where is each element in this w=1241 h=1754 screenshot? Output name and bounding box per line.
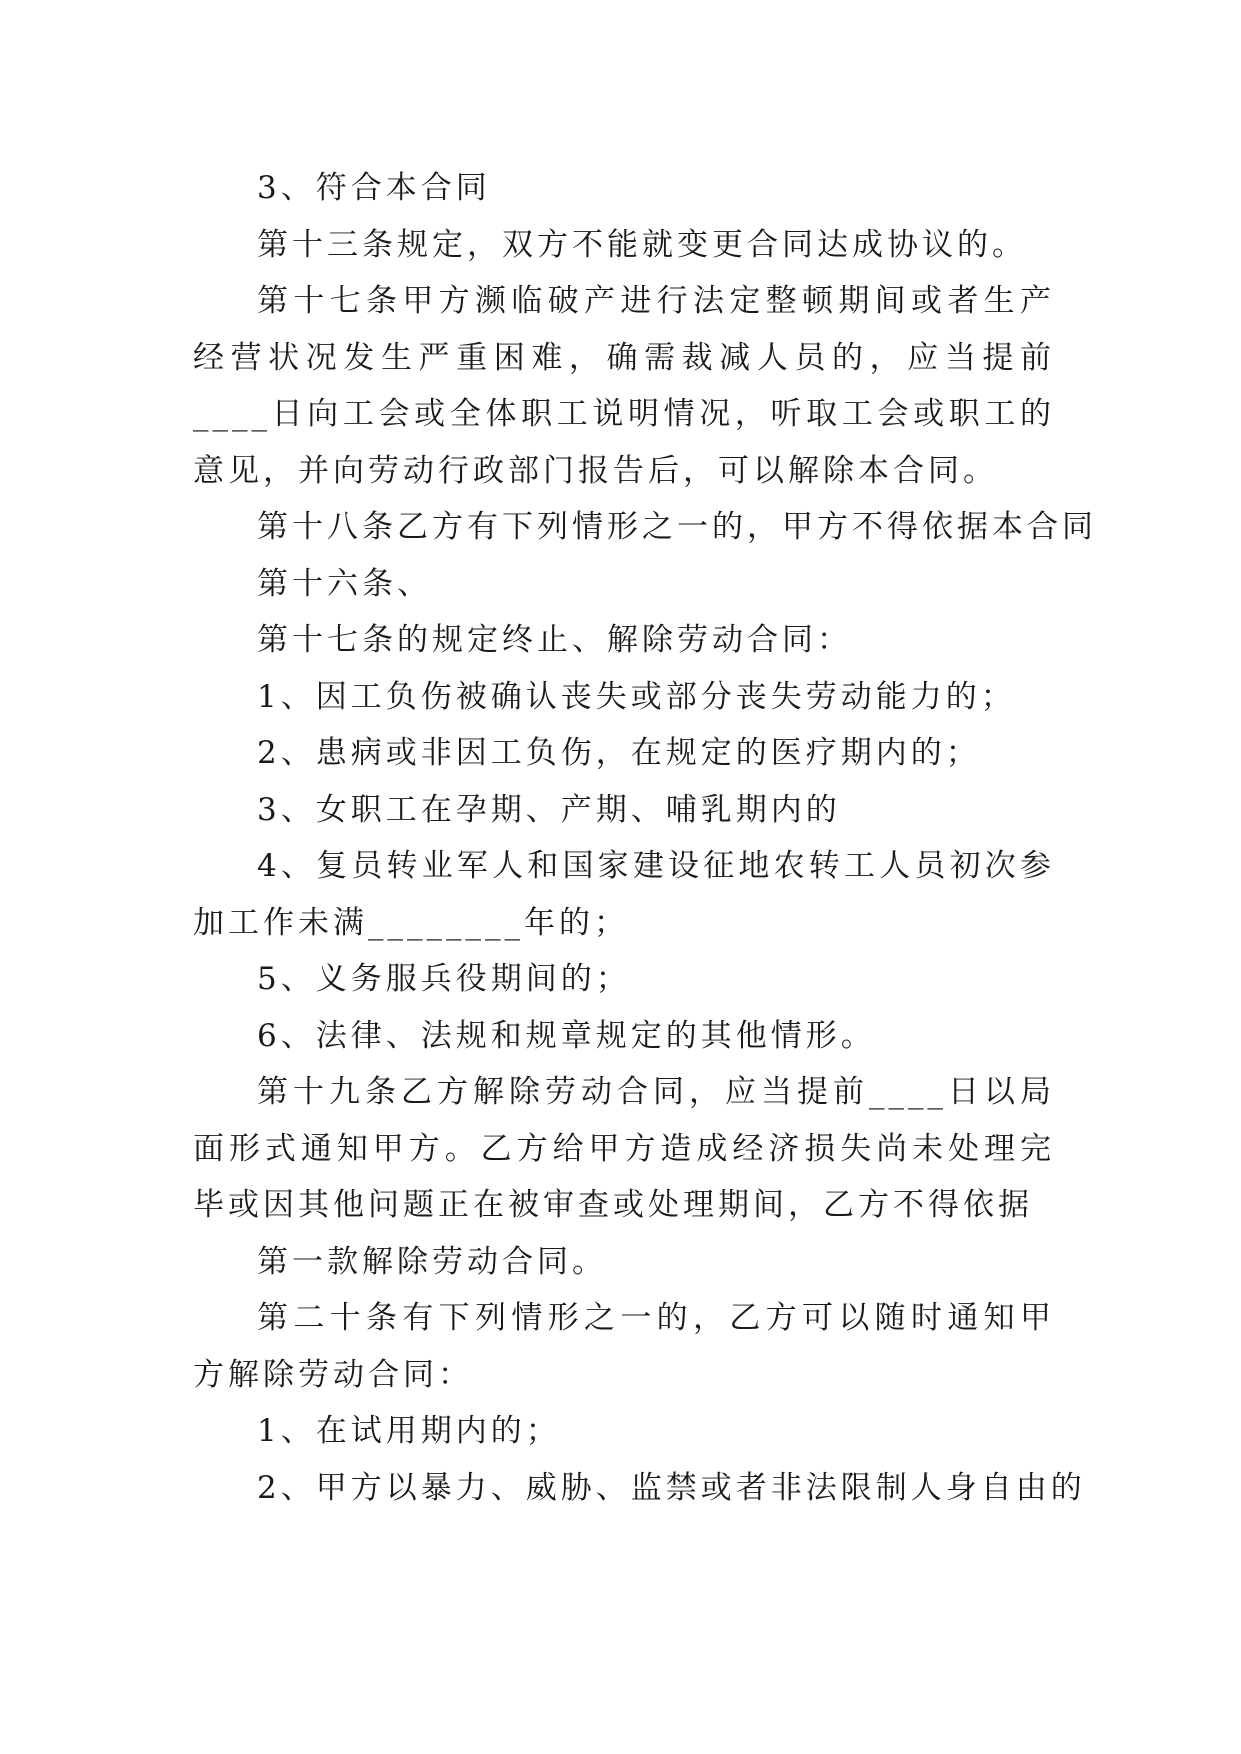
paragraph-article-13-rule: 第十三条规定，双方不能就变更合同达成协议的。 xyxy=(257,226,1027,263)
list-item-5-military-service: 5、义务服兵役期间的； xyxy=(257,961,631,997)
list-item-6-other: 6、法律、法规和规章规定的其他情形。 xyxy=(257,1017,876,1054)
paragraph-article-17-ref: 第十七条的规定终止、解除劳动合同： xyxy=(257,622,852,658)
paragraph-article-19: 第十九条乙方解除劳动合同，应当提前____日以局面形式通知甲方。乙方给甲方造成经济损失尚未处理完毕或因其他问题正在被审查或处理期间，乙方不得依据 xyxy=(193,1074,1055,1223)
list-item-3-pregnancy: 3、女职工在孕期、产期、哺乳期内的 xyxy=(257,791,841,828)
paragraph-article-20: 第二十条有下列情形之一的，乙方可以随时通知甲方解除劳动合同： xyxy=(193,1300,1055,1393)
paragraph-article-17: 第十七条甲方濒临破产进行法定整顿期间或者生产经营状况发生严重困难，确需裁减人员的，应当提前____日向工会或全体职工说明情况，听取工会或职工的意见，并向劳动行政部门报告后，可以解除本合同。 xyxy=(193,283,1055,489)
list-item-2-illness: 2、患病或非因工负伤，在规定的医疗期内的； xyxy=(257,735,981,771)
document-body xyxy=(193,160,1097,1516)
paragraph-clause-3: 3、符合本合同 xyxy=(257,170,491,206)
paragraph-article-18: 第十八条乙方有下列情形之一的，甲方不得依据本合同 xyxy=(257,509,1097,545)
list-item-1-injury: 1、因工负伤被确认丧失或部分丧失劳动能力的； xyxy=(257,678,1016,715)
list-item-2-violence: 2、甲方以暴力、威胁、监禁或者非法限制人身自由的 xyxy=(257,1469,1086,1506)
paragraph-article-16-ref: 第十六条、 xyxy=(257,565,432,602)
list-item-4-veterans: 4、复员转业军人和国家建设征地农转工人员初次参加工作未满________年的； xyxy=(193,848,1055,941)
paragraph-first-clause: 第一款解除劳动合同。 xyxy=(257,1243,607,1280)
list-item-1-probation: 1、在试用期内的； xyxy=(257,1413,561,1449)
